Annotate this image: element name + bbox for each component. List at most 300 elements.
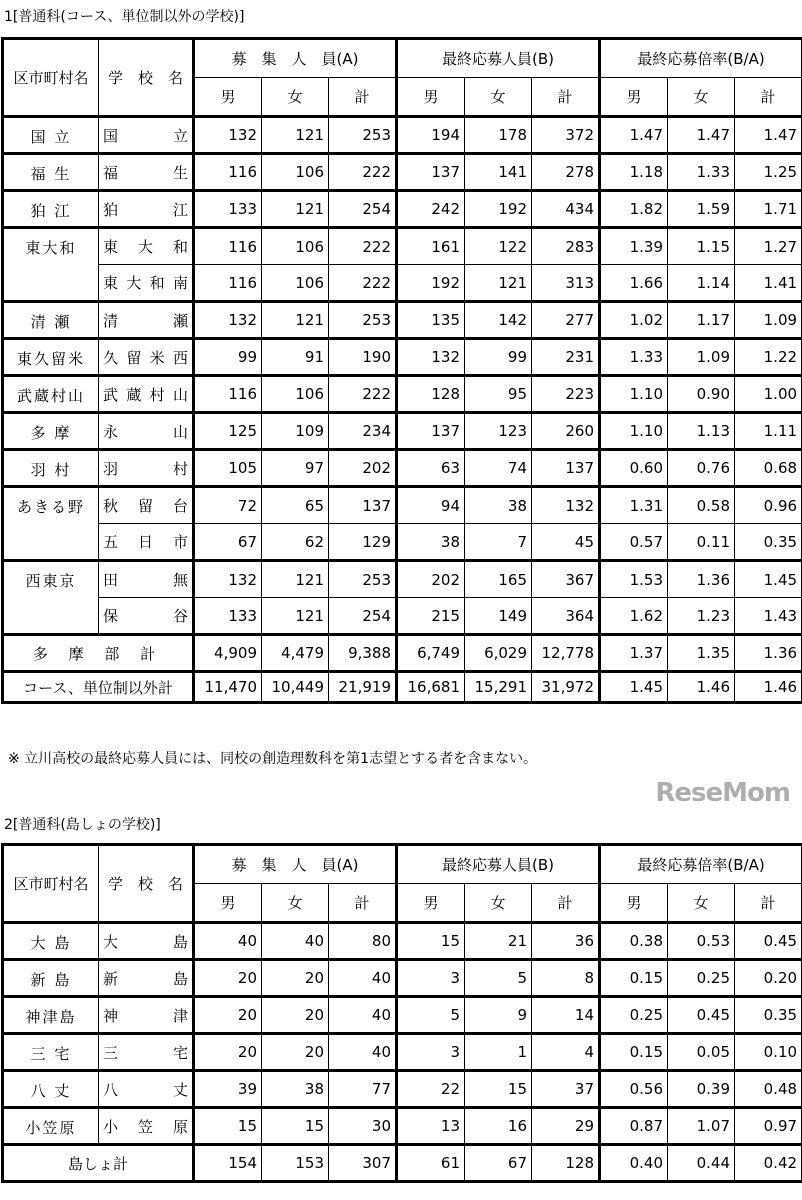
value-cell: 40 bbox=[194, 923, 262, 960]
value-cell: 0.25 bbox=[600, 997, 668, 1034]
value-cell: 253 bbox=[329, 117, 397, 154]
value-cell: 1.02 bbox=[600, 302, 668, 339]
value-cell: 0.68 bbox=[735, 450, 802, 487]
value-cell: 121 bbox=[262, 302, 329, 339]
value-cell: 137 bbox=[397, 413, 465, 450]
school-name: 小笠原 bbox=[99, 1108, 194, 1145]
value-cell: 1.11 bbox=[735, 413, 802, 450]
value-cell: 4,479 bbox=[262, 635, 329, 672]
district-name: 東久留米 bbox=[3, 339, 99, 376]
value-cell: 0.45 bbox=[735, 923, 802, 960]
value-cell: 372 bbox=[532, 117, 600, 154]
value-cell: 1.47 bbox=[668, 117, 735, 154]
value-cell: 1.37 bbox=[600, 635, 668, 672]
value-cell: 123 bbox=[465, 413, 532, 450]
value-cell: 0.25 bbox=[668, 960, 735, 997]
value-cell: 0.56 bbox=[600, 1071, 668, 1108]
value-cell: 11,470 bbox=[194, 672, 262, 703]
value-cell: 1 bbox=[465, 1034, 532, 1071]
value-cell: 30 bbox=[329, 1108, 397, 1145]
value-cell: 1.45 bbox=[600, 672, 668, 703]
header-ratio: 最終応募倍率(B/A) bbox=[600, 845, 802, 884]
school-name: 東大和 bbox=[99, 228, 194, 265]
header-female: 女 bbox=[262, 78, 329, 117]
value-cell: 1.35 bbox=[668, 635, 735, 672]
value-cell: 222 bbox=[329, 228, 397, 265]
value-cell: 40 bbox=[262, 923, 329, 960]
value-cell: 1.59 bbox=[668, 191, 735, 228]
table-row bbox=[3, 923, 802, 960]
district-name: 清 瀬 bbox=[3, 302, 99, 339]
district-name: 新 島 bbox=[3, 960, 99, 997]
value-cell: 121 bbox=[262, 191, 329, 228]
value-cell: 254 bbox=[329, 598, 397, 635]
value-cell: 0.90 bbox=[668, 376, 735, 413]
value-cell: 0.20 bbox=[735, 960, 802, 997]
school-name: 神津 bbox=[99, 997, 194, 1034]
table-row bbox=[3, 302, 802, 339]
value-cell: 0.87 bbox=[600, 1108, 668, 1145]
value-cell: 215 bbox=[397, 598, 465, 635]
table-row bbox=[3, 191, 802, 228]
value-cell: 0.45 bbox=[668, 997, 735, 1034]
total-row bbox=[3, 1145, 802, 1182]
value-cell: 20 bbox=[194, 997, 262, 1034]
value-cell: 77 bbox=[329, 1071, 397, 1108]
table2-title: 2[普通科(島しょの学校)] bbox=[4, 817, 161, 833]
value-cell: 307 bbox=[329, 1145, 397, 1182]
school-name: 五日市 bbox=[99, 524, 194, 561]
table-row bbox=[3, 561, 802, 598]
value-cell: 121 bbox=[262, 117, 329, 154]
district-name: 西東京 bbox=[3, 561, 99, 635]
header-male: 男 bbox=[600, 78, 668, 117]
value-cell: 0.76 bbox=[668, 450, 735, 487]
school-name: 秋留台 bbox=[99, 487, 194, 524]
value-cell: 132 bbox=[532, 487, 600, 524]
resemom-watermark-logo: ReseMom bbox=[655, 778, 790, 808]
value-cell: 0.38 bbox=[600, 923, 668, 960]
value-cell: 0.15 bbox=[600, 1034, 668, 1071]
district-name: 三 宅 bbox=[3, 1034, 99, 1071]
value-cell: 153 bbox=[262, 1145, 329, 1182]
value-cell: 1.36 bbox=[735, 635, 802, 672]
value-cell: 364 bbox=[532, 598, 600, 635]
value-cell: 0.58 bbox=[668, 487, 735, 524]
value-cell: 1.15 bbox=[668, 228, 735, 265]
header-total: 計 bbox=[735, 884, 802, 923]
value-cell: 13 bbox=[397, 1108, 465, 1145]
total-label: 多 摩 部 計 bbox=[3, 635, 194, 672]
school-name: 八丈 bbox=[99, 1071, 194, 1108]
school-name: 武蔵村山 bbox=[99, 376, 194, 413]
value-cell: 141 bbox=[465, 154, 532, 191]
school-name: 羽村 bbox=[99, 450, 194, 487]
value-cell: 6,029 bbox=[465, 635, 532, 672]
value-cell: 5 bbox=[397, 997, 465, 1034]
value-cell: 1.41 bbox=[735, 265, 802, 302]
value-cell: 231 bbox=[532, 339, 600, 376]
value-cell: 254 bbox=[329, 191, 397, 228]
header-total: 計 bbox=[735, 78, 802, 117]
value-cell: 31,972 bbox=[532, 672, 600, 703]
header-district: 区市町村名 bbox=[3, 39, 99, 117]
value-cell: 1.47 bbox=[735, 117, 802, 154]
value-cell: 1.82 bbox=[600, 191, 668, 228]
value-cell: 4,909 bbox=[194, 635, 262, 672]
header-applicants: 最終応募人員(B) bbox=[397, 39, 600, 78]
header-female: 女 bbox=[465, 884, 532, 923]
table-row bbox=[3, 339, 802, 376]
value-cell: 16 bbox=[465, 1108, 532, 1145]
value-cell: 1.25 bbox=[735, 154, 802, 191]
table2-island-schools bbox=[1, 843, 802, 1183]
header-male: 男 bbox=[397, 78, 465, 117]
value-cell: 94 bbox=[397, 487, 465, 524]
table-row bbox=[3, 1071, 802, 1108]
value-cell: 1.36 bbox=[668, 561, 735, 598]
value-cell: 0.35 bbox=[735, 997, 802, 1034]
value-cell: 80 bbox=[329, 923, 397, 960]
school-name: 新島 bbox=[99, 960, 194, 997]
school-name: 久留米西 bbox=[99, 339, 194, 376]
value-cell: 36 bbox=[532, 923, 600, 960]
value-cell: 15 bbox=[262, 1108, 329, 1145]
value-cell: 132 bbox=[194, 561, 262, 598]
value-cell: 137 bbox=[397, 154, 465, 191]
header-total: 計 bbox=[532, 884, 600, 923]
value-cell: 1.10 bbox=[600, 413, 668, 450]
table1-title: 1[普通科(コース、単位制以外の学校)] bbox=[4, 9, 245, 25]
value-cell: 15,291 bbox=[465, 672, 532, 703]
value-cell: 1.33 bbox=[600, 339, 668, 376]
value-cell: 20 bbox=[194, 960, 262, 997]
value-cell: 0.53 bbox=[668, 923, 735, 960]
value-cell: 1.09 bbox=[668, 339, 735, 376]
school-name: 三宅 bbox=[99, 1034, 194, 1071]
total-row bbox=[3, 672, 802, 703]
district-name: 武蔵村山 bbox=[3, 376, 99, 413]
table-row bbox=[3, 960, 802, 997]
value-cell: 0.15 bbox=[600, 960, 668, 997]
footnote: ※ 立川高校の最終応募人員には、同校の創造理数科を第1志望とする者を含まない。 bbox=[8, 751, 538, 767]
value-cell: 91 bbox=[262, 339, 329, 376]
value-cell: 121 bbox=[465, 265, 532, 302]
value-cell: 15 bbox=[465, 1071, 532, 1108]
table-row bbox=[3, 154, 802, 191]
value-cell: 132 bbox=[397, 339, 465, 376]
header-male: 男 bbox=[194, 78, 262, 117]
district-name: 大 島 bbox=[3, 923, 99, 960]
value-cell: 194 bbox=[397, 117, 465, 154]
value-cell: 121 bbox=[262, 561, 329, 598]
value-cell: 132 bbox=[194, 117, 262, 154]
value-cell: 278 bbox=[532, 154, 600, 191]
value-cell: 1.07 bbox=[668, 1108, 735, 1145]
value-cell: 253 bbox=[329, 302, 397, 339]
header-male: 男 bbox=[194, 884, 262, 923]
table-row bbox=[3, 997, 802, 1034]
table-row bbox=[3, 1034, 802, 1071]
value-cell: 67 bbox=[194, 524, 262, 561]
table-row bbox=[3, 487, 802, 524]
value-cell: 21 bbox=[465, 923, 532, 960]
value-cell: 20 bbox=[262, 960, 329, 997]
value-cell: 15 bbox=[194, 1108, 262, 1145]
value-cell: 0.39 bbox=[668, 1071, 735, 1108]
table-row bbox=[3, 524, 802, 561]
value-cell: 1.43 bbox=[735, 598, 802, 635]
value-cell: 161 bbox=[397, 228, 465, 265]
school-name: 大島 bbox=[99, 923, 194, 960]
value-cell: 4 bbox=[532, 1034, 600, 1071]
value-cell: 133 bbox=[194, 598, 262, 635]
header-female: 女 bbox=[262, 884, 329, 923]
district-name: 東大和 bbox=[3, 228, 99, 302]
value-cell: 125 bbox=[194, 413, 262, 450]
value-cell: 190 bbox=[329, 339, 397, 376]
value-cell: 10,449 bbox=[262, 672, 329, 703]
header-district: 区市町村名 bbox=[3, 845, 99, 923]
school-name: 清瀬 bbox=[99, 302, 194, 339]
value-cell: 37 bbox=[532, 1071, 600, 1108]
value-cell: 106 bbox=[262, 376, 329, 413]
value-cell: 16,681 bbox=[397, 672, 465, 703]
value-cell: 367 bbox=[532, 561, 600, 598]
value-cell: 192 bbox=[465, 191, 532, 228]
value-cell: 99 bbox=[465, 339, 532, 376]
value-cell: 122 bbox=[465, 228, 532, 265]
value-cell: 61 bbox=[397, 1145, 465, 1182]
value-cell: 1.09 bbox=[735, 302, 802, 339]
value-cell: 277 bbox=[532, 302, 600, 339]
district-name: 福 生 bbox=[3, 154, 99, 191]
value-cell: 40 bbox=[329, 1034, 397, 1071]
value-cell: 149 bbox=[465, 598, 532, 635]
value-cell: 1.53 bbox=[600, 561, 668, 598]
value-cell: 1.39 bbox=[600, 228, 668, 265]
value-cell: 72 bbox=[194, 487, 262, 524]
value-cell: 3 bbox=[397, 960, 465, 997]
value-cell: 1.46 bbox=[735, 672, 802, 703]
district-name: 神津島 bbox=[3, 997, 99, 1034]
value-cell: 20 bbox=[262, 1034, 329, 1071]
value-cell: 222 bbox=[329, 154, 397, 191]
district-name: 多 摩 bbox=[3, 413, 99, 450]
value-cell: 106 bbox=[262, 228, 329, 265]
value-cell: 20 bbox=[194, 1034, 262, 1071]
value-cell: 202 bbox=[329, 450, 397, 487]
value-cell: 222 bbox=[329, 265, 397, 302]
value-cell: 0.44 bbox=[668, 1145, 735, 1182]
value-cell: 1.45 bbox=[735, 561, 802, 598]
value-cell: 116 bbox=[194, 154, 262, 191]
value-cell: 0.10 bbox=[735, 1034, 802, 1071]
value-cell: 106 bbox=[262, 154, 329, 191]
value-cell: 116 bbox=[194, 376, 262, 413]
value-cell: 74 bbox=[465, 450, 532, 487]
value-cell: 14 bbox=[532, 997, 600, 1034]
value-cell: 234 bbox=[329, 413, 397, 450]
value-cell: 63 bbox=[397, 450, 465, 487]
header-total: 計 bbox=[329, 78, 397, 117]
value-cell: 178 bbox=[465, 117, 532, 154]
table-row bbox=[3, 265, 802, 302]
table1-general-course bbox=[1, 37, 802, 704]
value-cell: 0.40 bbox=[600, 1145, 668, 1182]
value-cell: 133 bbox=[194, 191, 262, 228]
value-cell: 0.11 bbox=[668, 524, 735, 561]
value-cell: 3 bbox=[397, 1034, 465, 1071]
value-cell: 1.22 bbox=[735, 339, 802, 376]
value-cell: 283 bbox=[532, 228, 600, 265]
value-cell: 242 bbox=[397, 191, 465, 228]
value-cell: 0.05 bbox=[668, 1034, 735, 1071]
value-cell: 12,778 bbox=[532, 635, 600, 672]
district-name: 羽 村 bbox=[3, 450, 99, 487]
header-female: 女 bbox=[668, 884, 735, 923]
value-cell: 137 bbox=[329, 487, 397, 524]
school-name: 福生 bbox=[99, 154, 194, 191]
value-cell: 39 bbox=[194, 1071, 262, 1108]
value-cell: 1.71 bbox=[735, 191, 802, 228]
table-row bbox=[3, 598, 802, 635]
value-cell: 105 bbox=[194, 450, 262, 487]
value-cell: 97 bbox=[262, 450, 329, 487]
header-male: 男 bbox=[397, 884, 465, 923]
value-cell: 223 bbox=[532, 376, 600, 413]
value-cell: 38 bbox=[262, 1071, 329, 1108]
value-cell: 1.10 bbox=[600, 376, 668, 413]
value-cell: 38 bbox=[465, 487, 532, 524]
header-female: 女 bbox=[668, 78, 735, 117]
value-cell: 135 bbox=[397, 302, 465, 339]
value-cell: 192 bbox=[397, 265, 465, 302]
header-applicants: 最終応募人員(B) bbox=[397, 845, 600, 884]
value-cell: 7 bbox=[465, 524, 532, 561]
header-male: 男 bbox=[600, 884, 668, 923]
district-name: 小笠原 bbox=[3, 1108, 99, 1145]
value-cell: 116 bbox=[194, 228, 262, 265]
value-cell: 0.96 bbox=[735, 487, 802, 524]
value-cell: 260 bbox=[532, 413, 600, 450]
school-name: 保谷 bbox=[99, 598, 194, 635]
district-name: あきる野 bbox=[3, 487, 99, 561]
value-cell: 62 bbox=[262, 524, 329, 561]
value-cell: 109 bbox=[262, 413, 329, 450]
value-cell: 142 bbox=[465, 302, 532, 339]
value-cell: 9 bbox=[465, 997, 532, 1034]
value-cell: 137 bbox=[532, 450, 600, 487]
value-cell: 1.66 bbox=[600, 265, 668, 302]
value-cell: 222 bbox=[329, 376, 397, 413]
table-row bbox=[3, 376, 802, 413]
value-cell: 6,749 bbox=[397, 635, 465, 672]
value-cell: 95 bbox=[465, 376, 532, 413]
value-cell: 313 bbox=[532, 265, 600, 302]
value-cell: 20 bbox=[262, 997, 329, 1034]
value-cell: 38 bbox=[397, 524, 465, 561]
value-cell: 434 bbox=[532, 191, 600, 228]
value-cell: 0.42 bbox=[735, 1145, 802, 1182]
value-cell: 1.27 bbox=[735, 228, 802, 265]
header-female: 女 bbox=[465, 78, 532, 117]
value-cell: 29 bbox=[532, 1108, 600, 1145]
value-cell: 202 bbox=[397, 561, 465, 598]
table-row bbox=[3, 228, 802, 265]
school-name: 田無 bbox=[99, 561, 194, 598]
total-label: コース、単位制以外計 bbox=[3, 672, 194, 703]
value-cell: 40 bbox=[329, 997, 397, 1034]
table-row bbox=[3, 413, 802, 450]
value-cell: 15 bbox=[397, 923, 465, 960]
header-school: 学 校 名 bbox=[99, 845, 194, 923]
value-cell: 8 bbox=[532, 960, 600, 997]
value-cell: 45 bbox=[532, 524, 600, 561]
value-cell: 0.97 bbox=[735, 1108, 802, 1145]
value-cell: 21,919 bbox=[329, 672, 397, 703]
value-cell: 0.60 bbox=[600, 450, 668, 487]
value-cell: 5 bbox=[465, 960, 532, 997]
value-cell: 40 bbox=[329, 960, 397, 997]
value-cell: 154 bbox=[194, 1145, 262, 1182]
value-cell: 1.33 bbox=[668, 154, 735, 191]
school-name: 狛江 bbox=[99, 191, 194, 228]
value-cell: 1.14 bbox=[668, 265, 735, 302]
school-name: 国立 bbox=[99, 117, 194, 154]
value-cell: 132 bbox=[194, 302, 262, 339]
header-total: 計 bbox=[532, 78, 600, 117]
district-name: 八 丈 bbox=[3, 1071, 99, 1108]
header-ratio: 最終応募倍率(B/A) bbox=[600, 39, 802, 78]
value-cell: 1.46 bbox=[668, 672, 735, 703]
value-cell: 116 bbox=[194, 265, 262, 302]
value-cell: 1.47 bbox=[600, 117, 668, 154]
header-school: 学 校 名 bbox=[99, 39, 194, 117]
value-cell: 1.23 bbox=[668, 598, 735, 635]
value-cell: 128 bbox=[532, 1145, 600, 1182]
total-label: 島しょ計 bbox=[3, 1145, 194, 1182]
value-cell: 67 bbox=[465, 1145, 532, 1182]
value-cell: 129 bbox=[329, 524, 397, 561]
school-name: 永山 bbox=[99, 413, 194, 450]
value-cell: 128 bbox=[397, 376, 465, 413]
value-cell: 165 bbox=[465, 561, 532, 598]
header-recruit: 募 集 人 員(A) bbox=[194, 845, 397, 884]
table-row bbox=[3, 1108, 802, 1145]
value-cell: 253 bbox=[329, 561, 397, 598]
value-cell: 0.57 bbox=[600, 524, 668, 561]
value-cell: 0.48 bbox=[735, 1071, 802, 1108]
district-name: 国 立 bbox=[3, 117, 99, 154]
value-cell: 1.62 bbox=[600, 598, 668, 635]
value-cell: 9,388 bbox=[329, 635, 397, 672]
value-cell: 106 bbox=[262, 265, 329, 302]
value-cell: 1.17 bbox=[668, 302, 735, 339]
value-cell: 65 bbox=[262, 487, 329, 524]
value-cell: 1.13 bbox=[668, 413, 735, 450]
table-row bbox=[3, 117, 802, 154]
value-cell: 1.31 bbox=[600, 487, 668, 524]
table-row bbox=[3, 450, 802, 487]
value-cell: 0.35 bbox=[735, 524, 802, 561]
total-row bbox=[3, 635, 802, 672]
value-cell: 99 bbox=[194, 339, 262, 376]
value-cell: 22 bbox=[397, 1071, 465, 1108]
value-cell: 121 bbox=[262, 598, 329, 635]
school-name: 東大和南 bbox=[99, 265, 194, 302]
header-total: 計 bbox=[329, 884, 397, 923]
